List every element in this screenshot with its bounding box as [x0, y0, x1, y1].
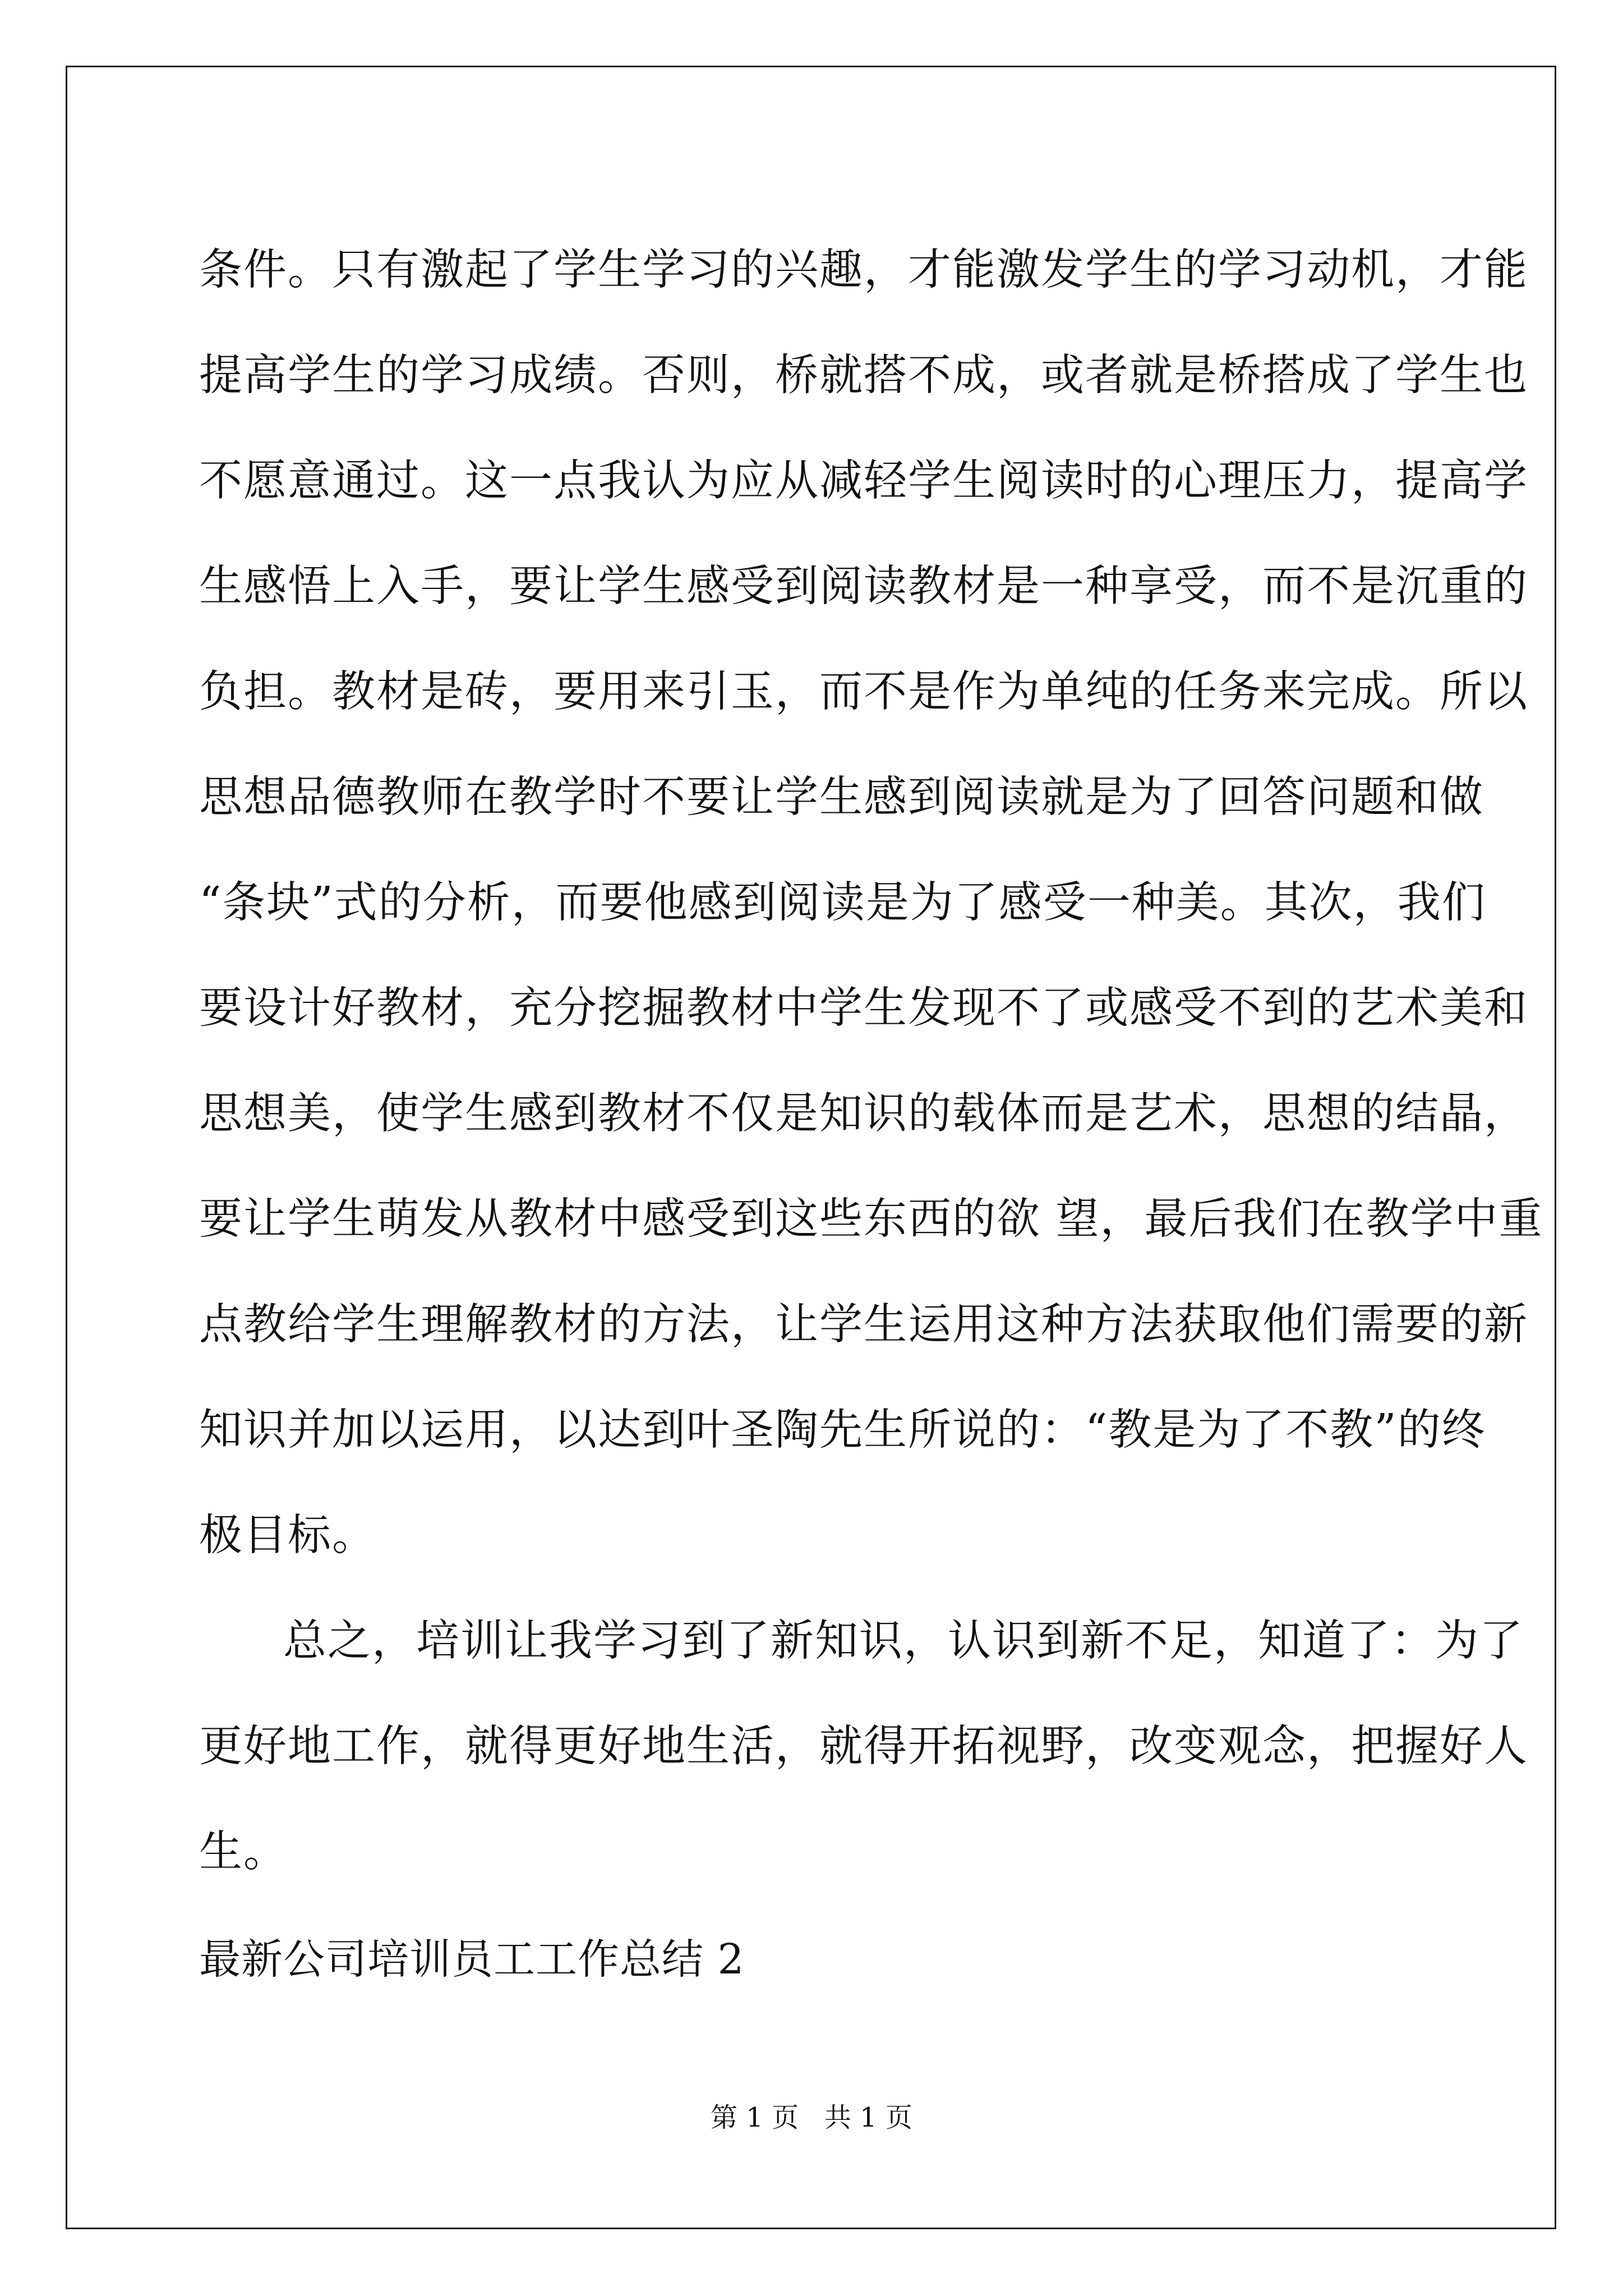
paragraph-line: 总之，培训让我学习到了新知识，认识到新不足，知道了：为了	[283, 1616, 1524, 1666]
paragraph-line: “条块”式的分析，而要他感到阅读是为了感受一种美。其次，我们	[199, 878, 1486, 928]
paragraph-line: 更好地工作，就得更好地生活，就得开拓视野，改变观念，把握好人	[199, 1722, 1528, 1772]
section-title: 最新公司培训员工工作总结 2	[199, 1935, 745, 1984]
paragraph-line: 思想品德教师在教学时不要让学生感到阅读就是为了回答问题和做	[199, 772, 1484, 822]
paragraph-line: 要让学生萌发从教材中感受到这些东西的欲 望，最后我们在教学中重	[199, 1194, 1543, 1244]
paragraph-line: 点教给学生理解教材的方法，让学生运用这种方法获取他们需要的新	[199, 1300, 1528, 1350]
page-number-footer: 第 1 页 共 1 页	[711, 2102, 912, 2133]
paragraph-line: 生。	[199, 1827, 288, 1877]
paragraph-line: 生感悟上入手，要让学生感受到阅读教材是一种享受，而不是沉重的	[199, 562, 1528, 611]
paragraph-line: 条件。只有激起了学生学习的兴趣，才能激发学生的学习动机，才能	[199, 245, 1528, 295]
paragraph-line: 极目标。	[199, 1511, 376, 1561]
paragraph-line: 要设计好教材，充分挖掘教材中学生发现不了或感受不到的艺术美和	[199, 983, 1528, 1033]
paragraph-line: 不愿意通过。这一点我认为应从减轻学生阅读时的心理压力，提高学	[199, 456, 1528, 506]
paragraph-line: 负担。教材是砖，要用来引玉，而不是作为单纯的任务来完成。所以	[199, 667, 1528, 717]
paragraph-line: 知识并加以运用，以达到叶圣陶先生所说的：“教是为了不教”的终	[199, 1405, 1486, 1455]
paragraph-line: 思想美，使学生感到教材不仅是知识的载体而是艺术，思想的结晶，	[199, 1089, 1528, 1139]
paragraph-line: 提高学生的学习成绩。否则，桥就搭不成，或者就是桥搭成了学生也	[199, 351, 1528, 401]
document-body	[199, 218, 1543, 1905]
